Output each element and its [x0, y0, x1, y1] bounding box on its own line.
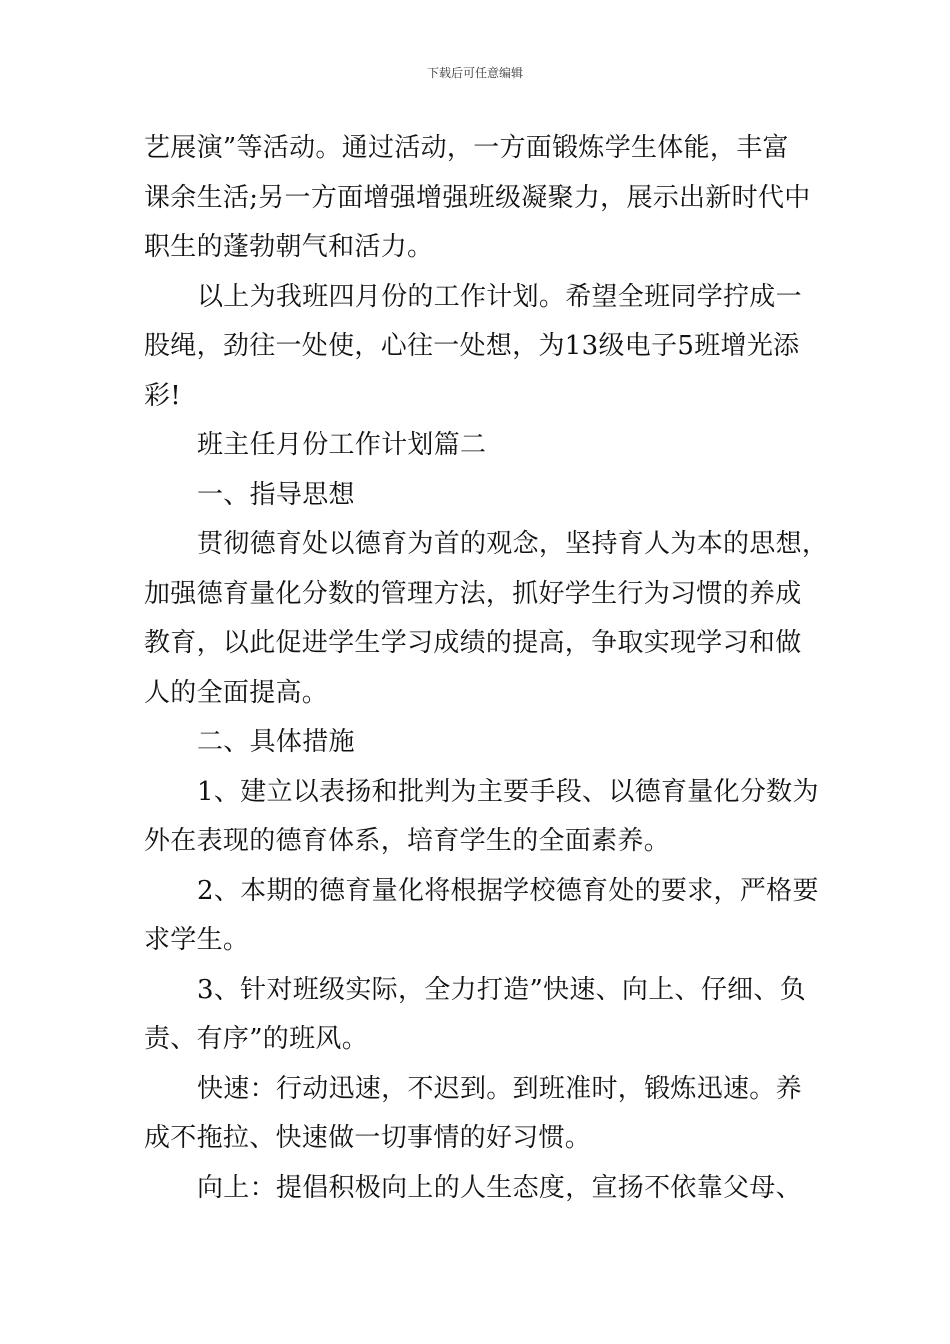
text-line: 加强德育量化分数的管理方法，抓好学生行为习惯的养成	[144, 578, 802, 609]
text-line: 股绳，劲往一处使，心往一处想，为13级电子5班增光添	[144, 331, 800, 361]
text-line: 教育，以此促进学生学习成绩的提高，争取实现学习和做	[144, 628, 802, 658]
text-line: 人的全面提高。	[144, 677, 329, 708]
text-line: 艺展演”等活动。通过活动，一方面锻炼学生体能，丰富	[144, 133, 789, 163]
paragraph-start: 贯彻德育处以德育为首的观念，坚持育人为本的思想，	[197, 529, 829, 559]
paragraph-start: 快速：行动迅速，不迟到。到班准时，锻炼迅速。养	[197, 1073, 802, 1104]
document-body	[144, 124, 829, 1213]
text-line: 责、有序”的班风。	[144, 1024, 368, 1054]
text-line: 外在表现的德育体系，培育学生的全面素养。	[144, 826, 671, 856]
section-title: 班主任月份工作计划篇二	[197, 430, 487, 460]
list-item-1: 1、建立以表扬和批判为主要手段、以德育量化分数为	[197, 776, 819, 807]
text-line: 职生的蓬勃朝气和活力。	[144, 232, 434, 262]
text-line: 彩!	[144, 380, 182, 411]
list-item-3: 3、针对班级实际，全力打造”快速、向上、仔细、负	[197, 974, 807, 1005]
paragraph-start: 以上为我班四月份的工作计划。希望全班同学拧成一	[197, 281, 802, 312]
section-heading-specific-measures: 二、具体措施	[197, 727, 355, 757]
page-header-note: 下载后可任意编辑	[426, 66, 523, 80]
paragraph-start: 向上：提倡积极向上的人生态度，宣扬不依靠父母、	[197, 1172, 802, 1203]
list-item-2: 2、本期的德育量化将根据学校德育处的要求，严格要	[197, 875, 819, 906]
text-line: 课余生活;另一方面增强增强班级凝聚力，展示出新时代中	[144, 182, 811, 213]
text-line: 成不拖拉、快速做一切事情的好习惯。	[144, 1123, 592, 1153]
text-line: 求学生。	[144, 925, 250, 955]
section-heading-guiding-ideology: 一、指导思想	[197, 479, 355, 510]
